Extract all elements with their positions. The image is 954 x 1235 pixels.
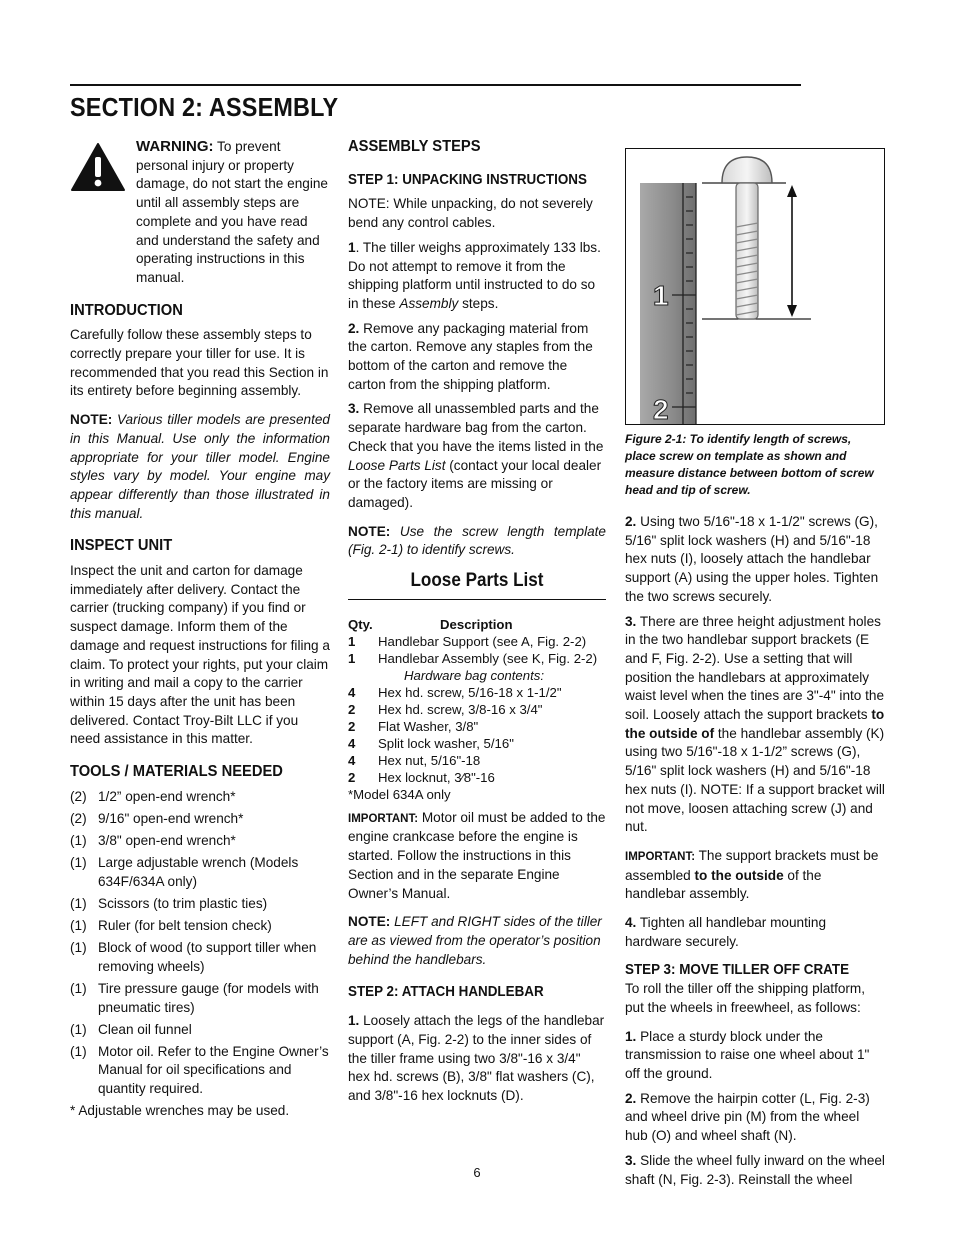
inspect-unit-heading: INSPECT UNIT [70, 537, 173, 555]
warning-triangle-icon [70, 142, 126, 192]
tools-list [70, 788, 330, 1099]
step2-item-4: 4. Tighten all handlebar mounting hardware securely. [625, 915, 827, 949]
warning-label: WARNING: [136, 138, 214, 155]
warning-text: To prevent personal injury or property damage, do not start the engine until all assembly steps are complete and you have read and understand the safety and operating instructions in this manual. [136, 139, 328, 285]
step3-intro: To roll the tiller off the shipping platform, put the wheels in freewheel, as follows: [625, 981, 866, 1015]
list-item: (1) Tire pressure gauge (for models with pneumatic tires) [70, 980, 319, 1015]
loose-parts-heading: Loose Parts List [410, 570, 544, 592]
step2-heading: STEP 2: ATTACH HANDLEBAR [348, 984, 544, 1001]
list-item: (2) 9/16" open-end wrench* [70, 810, 244, 826]
hardware-bag-label: Hardware bag contents: [404, 667, 545, 683]
note-left-right: NOTE: LEFT and RIGHT sides of the tiller are as viewed from the operator’s position behind the handlebars. [348, 914, 602, 967]
tools-footnote: * Adjustable wrenches may be used. [70, 1103, 290, 1119]
column-middle [348, 138, 606, 1106]
introduction-note-text: Various tiller models are presented in this Manual. Use only the information appropriate for your tiller model. Engine styles vary by model. Your engine may appear differently than those illustrated in this manual. [70, 412, 330, 521]
tools-heading: TOOLS / MATERIALS NEEDED [70, 763, 283, 781]
ruler-mark-1: 1 [653, 280, 669, 311]
step3-item-3: 3. Slide the wheel fully inward on the wheel shaft (N, Fig. 2-3). Reinstall the wheel [625, 1152, 885, 1187]
loose-parts-rule [348, 599, 606, 600]
loose-parts-table [348, 616, 606, 803]
table-row: 4 Hex nut, 5/16"-18 [348, 752, 481, 768]
ruler-mark-2: 2 [653, 394, 669, 424]
figure-caption: Figure 2-1: To identify length of screws, place screw on template as shown and measure distance between bottom of screw head and tip of screw. [625, 432, 874, 497]
table-row: 1 Handlebar Assembly (see K, Fig. 2-2) [348, 650, 598, 666]
page-number: 6 [473, 1165, 481, 1180]
step2-important: IMPORTANT: The support brackets must be assembled to the outside of the handlebar assembly. [625, 847, 879, 902]
step3-heading: STEP 3: MOVE TILLER OFF CRATE [625, 962, 850, 979]
table-row: 4 Hex hd. screw, 5/16-18 x 1-1/2" [348, 684, 562, 700]
important-oil: IMPORTANT: Motor oil must be added to the engine crankcase before the engine is started. Follow the instructions in this Section and in the separate Engine Owner’s Manual. [348, 809, 606, 901]
introduction-text: Carefully follow these assembly steps to correctly prepare your tiller for use. It is recommended that you read this Section in its entirety before beginning assembly. [70, 327, 329, 399]
introduction-heading: INTRODUCTION [70, 301, 183, 319]
step2-item-1: 1. Loosely attach the legs of the handlebar support (A, Fig. 2-2) to the inner sides of the tiller frame using two 3/8"-16 x 3/4" hex hd. screws (B), 3/8" flat washers (C), and 3/8"-16 hex locknuts (D). [348, 1013, 605, 1103]
step1-note2: NOTE: Use the screw length template (Fig. 2-1) to identify screws. [348, 523, 606, 558]
table-row: 4 Split lock washer, 5/16" [348, 735, 514, 751]
table-row: 2 Hex locknut, 3⁄8"-16 [348, 769, 495, 785]
step2-item-3: 3. There are three height adjustment holes in the two handlebar support brackets (E and F, Fig. 2-2). Use a setting that will position the handlebars at approximately waist level when the tines are 3"-4" into the soil. Loosely attach the support brackets to the outside of the handlebar assembly (K) using two 5/16"-18 x 1-1/2” screws (G), 5/16" split lock washers (H) and 5/16"-18 hex nuts (I). NOTE: If a support bracket will not move, loosen attaching screw (J) and nut. [625, 613, 885, 835]
column-left [70, 138, 330, 1121]
table-header: Qty. Description [348, 616, 513, 632]
list-item: (1) 3/8" open-end wrench* [70, 832, 236, 848]
table-row: 2 Flat Washer, 3/8" [348, 718, 479, 734]
column-right [625, 148, 885, 1189]
table-row: 1 Handlebar Support (see A, Fig. 2-2) [348, 633, 587, 649]
screw-ruler-illustration [626, 149, 884, 424]
warning-block [70, 138, 330, 288]
step1-item-2: 2. Remove any packaging material from the carton. Remove any staples from the bottom of the carton and remove the carton from the shipping platform. [348, 320, 593, 392]
top-rule [70, 84, 801, 86]
step1-item-3: 3. Remove all unassembled parts and the separate hardware bag from the carton. Check that you have the items listed in the Loose Parts List (contact your local dealer or the factory items are missing or damaged). [348, 401, 604, 510]
introduction-note-label: NOTE: [70, 412, 113, 428]
step1-heading: STEP 1: UNPACKING INSTRUCTIONS [348, 171, 587, 188]
list-item: (1) Large adjustable wrench (Models 634F/634A only) [70, 855, 299, 889]
list-item: (1) Ruler (for belt tension check) [70, 917, 272, 933]
list-item: (1) Scissors (to trim plastic ties) [70, 895, 268, 911]
step2-item-2: 2. Using two 5/16"-18 x 1-1/2" screws (G), 5/16" split lock washers (H) and 5/16"-18 hex nuts (I), loosely attach the handlebar support (A) using the upper holes. Tighten the two screws securely. [625, 514, 879, 604]
step1-item-1: 1. The tiller weighs approximately 133 lbs. Do not attempt to remove it from the shipping platform until instructed to do so in these Assembly steps. [348, 239, 601, 311]
list-item: (1) Motor oil. Refer to the Engine Owner’s Manual for oil specifications and quantity required. [70, 1043, 329, 1097]
step3-item-2: 2. Remove the hairpin cotter (L, Fig. 2-3) and wheel drive pin (M) from the wheel hub (O) and wheel shaft (N). [625, 1090, 870, 1144]
step3-item-1: 1. Place a sturdy block under the transmission to raise one wheel about 1" off the ground. [625, 1028, 870, 1081]
step1-note: NOTE: While unpacking, do not severely bend any control cables. [348, 196, 593, 231]
list-item: (1) Clean oil funnel [70, 1021, 192, 1037]
assembly-steps-heading: ASSEMBLY STEPS [348, 138, 481, 155]
model-note: *Model 634A only [348, 786, 451, 802]
list-item: (1) Block of wood (to support tiller when removing wheels) [70, 940, 317, 974]
screw-template-figure [625, 148, 885, 425]
table-row: 2 Hex hd. screw, 3/8-16 x 3/4" [348, 701, 543, 717]
inspect-unit-text: Inspect the unit and carton for damage immediately after delivery. Contact the carrier (trucking company) if you find or suspect damage. Inform them of the damage and request instructions for filing a claim. To protect your rights, put your claim in writing and mail a copy to the carrier within 15 days after the unit has been delivered. Contact Troy-Bilt LLC if you need assistance in this matter. [70, 563, 330, 747]
page-title: SECTION 2: ASSEMBLY [70, 92, 339, 122]
list-item: (2) 1/2” open-end wrench* [70, 788, 236, 804]
